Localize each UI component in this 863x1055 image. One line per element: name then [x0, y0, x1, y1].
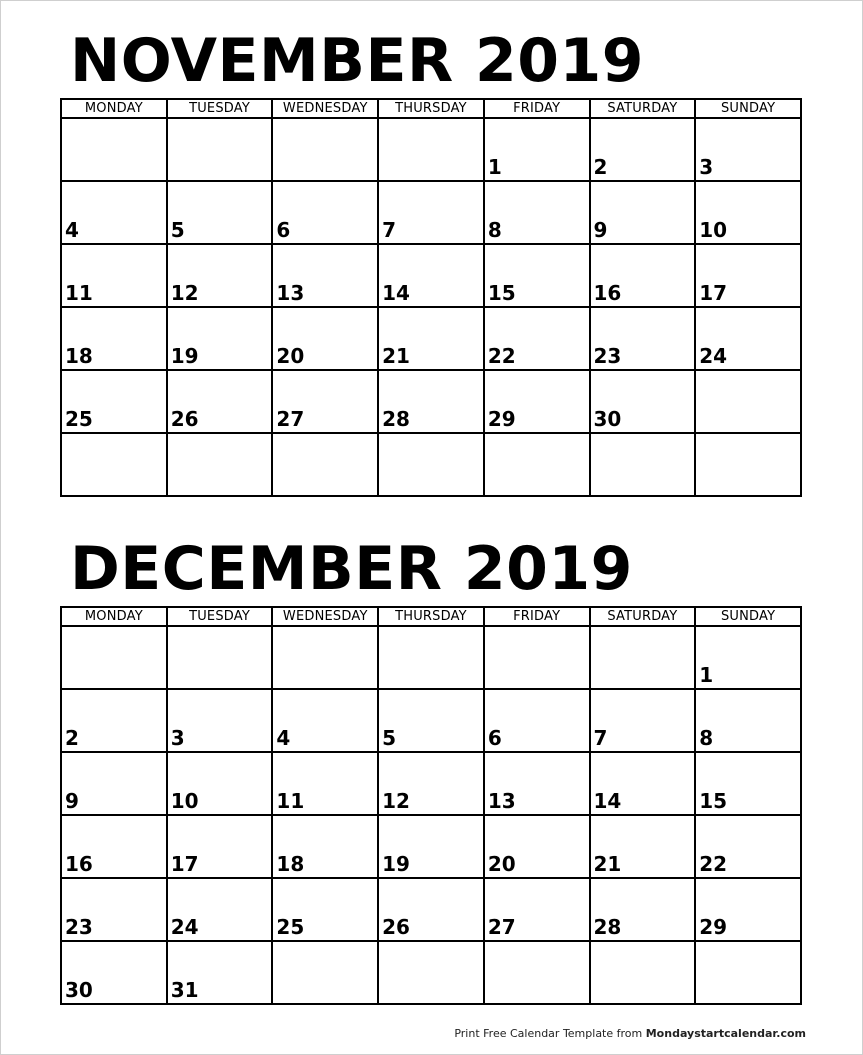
day-cell [378, 244, 484, 307]
day-number [62, 493, 166, 495]
weekday-label: THURSDAY [378, 99, 484, 118]
day-cell [484, 689, 590, 752]
week-row [61, 118, 801, 181]
day-cell [590, 752, 696, 815]
week-row [61, 433, 801, 496]
day-number: 4 [65, 218, 79, 242]
day-number [168, 493, 272, 495]
day-cell [484, 815, 590, 878]
weekday-label: SUNDAY [695, 99, 801, 118]
day-cell [695, 752, 801, 815]
day-number: 21 [593, 852, 622, 876]
day-number: 2 [65, 726, 79, 750]
day-cell [484, 752, 590, 815]
weekday-header-row [61, 99, 801, 118]
day-cell [695, 689, 801, 752]
weekday-label: SATURDAY [590, 607, 696, 626]
day-cell [590, 815, 696, 878]
day-number [591, 493, 695, 495]
footer-site-link[interactable]: Mondaystartcalendar.com [645, 1027, 806, 1040]
day-cell [590, 689, 696, 752]
day-number: 16 [593, 281, 622, 305]
day-cell [61, 307, 167, 370]
day-cell [61, 689, 167, 752]
day-cell [484, 370, 590, 433]
day-cell [484, 181, 590, 244]
day-cell [378, 118, 484, 181]
day-number [273, 686, 377, 688]
day-cell [272, 878, 378, 941]
day-cell [272, 815, 378, 878]
day-number: 28 [382, 407, 410, 431]
day-cell [272, 244, 378, 307]
day-number: 12 [382, 789, 410, 813]
day-number: 31 [170, 978, 199, 1002]
weekday-label: FRIDAY [484, 99, 590, 118]
day-cell [167, 118, 273, 181]
week-row [61, 370, 801, 433]
day-number [273, 178, 377, 180]
day-number: 29 [699, 915, 728, 939]
footer-credit [454, 1027, 806, 1040]
day-number [379, 493, 483, 495]
day-cell [61, 752, 167, 815]
day-number: 12 [170, 281, 199, 305]
week-row [61, 815, 801, 878]
weekday-label: THURSDAY [378, 607, 484, 626]
weekday-label: TUESDAY [167, 607, 273, 626]
day-cell [272, 433, 378, 496]
day-number: 26 [382, 915, 410, 939]
day-cell [167, 433, 273, 496]
day-number: 18 [276, 852, 305, 876]
weekday-label: MONDAY [61, 607, 167, 626]
day-cell [590, 370, 696, 433]
day-number: 3 [170, 726, 185, 750]
day-cell [484, 433, 590, 496]
day-number: 23 [593, 344, 622, 368]
day-cell [167, 244, 273, 307]
day-number: 17 [170, 852, 199, 876]
day-number: 10 [699, 218, 728, 242]
weekday-label: SATURDAY [590, 99, 696, 118]
day-number [696, 1001, 800, 1003]
day-cell [695, 118, 801, 181]
week-row [61, 626, 801, 689]
month-title: NOVEMBER 2019 [70, 26, 645, 96]
day-number [62, 686, 166, 688]
weekday-label: SUNDAY [695, 607, 801, 626]
day-cell [590, 244, 696, 307]
day-number: 6 [276, 218, 291, 242]
day-cell [167, 941, 273, 1004]
day-number: 18 [65, 344, 93, 368]
day-number [379, 178, 483, 180]
day-cell [695, 941, 801, 1004]
day-cell [167, 626, 273, 689]
day-cell [61, 433, 167, 496]
day-cell [167, 815, 273, 878]
day-number: 25 [65, 407, 93, 431]
day-cell [167, 307, 273, 370]
week-row [61, 307, 801, 370]
day-number: 22 [487, 344, 516, 368]
day-cell [61, 370, 167, 433]
day-number: 21 [382, 344, 410, 368]
day-number [379, 686, 483, 688]
day-number: 19 [170, 344, 199, 368]
day-number: 30 [65, 978, 93, 1002]
day-number: 29 [487, 407, 516, 431]
day-cell [272, 752, 378, 815]
day-cell [378, 370, 484, 433]
day-number [273, 1001, 377, 1003]
weekday-header-row [61, 607, 801, 626]
day-number: 3 [699, 155, 714, 179]
day-cell [378, 878, 484, 941]
day-number: 11 [65, 281, 93, 305]
day-number: 9 [65, 789, 79, 813]
day-number: 20 [276, 344, 305, 368]
day-number: 7 [593, 726, 608, 750]
day-number: 1 [699, 663, 714, 687]
day-number: 30 [593, 407, 622, 431]
day-cell [378, 815, 484, 878]
day-cell [590, 307, 696, 370]
day-number: 20 [487, 852, 516, 876]
day-cell [167, 752, 273, 815]
day-number: 23 [65, 915, 93, 939]
day-number: 17 [699, 281, 728, 305]
week-row [61, 941, 801, 1004]
day-cell [484, 626, 590, 689]
day-number: 10 [170, 789, 199, 813]
day-number [168, 178, 272, 180]
day-cell [61, 244, 167, 307]
day-cell [484, 878, 590, 941]
week-row [61, 181, 801, 244]
day-number: 14 [593, 789, 622, 813]
day-cell [61, 815, 167, 878]
week-row [61, 878, 801, 941]
day-cell [590, 433, 696, 496]
day-cell [378, 433, 484, 496]
day-cell [695, 181, 801, 244]
day-number: 16 [65, 852, 93, 876]
day-number: 28 [593, 915, 622, 939]
day-number [485, 493, 589, 495]
day-cell [590, 941, 696, 1004]
day-number: 9 [593, 218, 608, 242]
week-row [61, 244, 801, 307]
day-number: 1 [487, 155, 502, 179]
day-number: 6 [487, 726, 502, 750]
day-cell [272, 626, 378, 689]
footer-prefix: Print Free Calendar Template from [454, 1027, 646, 1040]
day-number: 26 [170, 407, 199, 431]
week-row [61, 752, 801, 815]
day-cell [272, 118, 378, 181]
day-cell [378, 307, 484, 370]
day-number: 4 [276, 726, 291, 750]
day-cell [378, 626, 484, 689]
day-cell [695, 244, 801, 307]
day-cell [272, 181, 378, 244]
day-cell [167, 181, 273, 244]
day-cell [272, 370, 378, 433]
day-number: 27 [487, 915, 516, 939]
weekday-label: MONDAY [61, 99, 167, 118]
day-cell [61, 118, 167, 181]
day-number: 27 [276, 407, 305, 431]
day-number [168, 686, 272, 688]
day-cell [484, 118, 590, 181]
day-cell [484, 244, 590, 307]
day-number: 22 [699, 852, 728, 876]
month-title: DECEMBER 2019 [70, 534, 633, 604]
day-cell [590, 181, 696, 244]
day-cell [167, 878, 273, 941]
day-number [379, 1001, 483, 1003]
weekday-label: WEDNESDAY [272, 99, 378, 118]
calendar-grid [60, 606, 802, 1005]
day-number [696, 430, 800, 432]
day-number: 5 [170, 218, 185, 242]
weekday-label: TUESDAY [167, 99, 273, 118]
day-number [591, 686, 695, 688]
day-number [591, 1001, 695, 1003]
day-cell [590, 626, 696, 689]
day-number: 15 [487, 281, 516, 305]
day-number: 15 [699, 789, 728, 813]
day-cell [484, 941, 590, 1004]
day-cell [61, 626, 167, 689]
day-number: 8 [699, 726, 714, 750]
day-number: 7 [382, 218, 397, 242]
day-number: 11 [276, 789, 305, 813]
day-cell [272, 941, 378, 1004]
day-number [485, 686, 589, 688]
week-row [61, 689, 801, 752]
day-number: 8 [487, 218, 502, 242]
day-number: 13 [487, 789, 516, 813]
day-number [696, 493, 800, 495]
day-cell [695, 878, 801, 941]
day-cell [695, 307, 801, 370]
day-cell [695, 433, 801, 496]
day-cell [167, 370, 273, 433]
weekday-label: WEDNESDAY [272, 607, 378, 626]
day-cell [167, 689, 273, 752]
day-number: 24 [699, 344, 728, 368]
day-number: 25 [276, 915, 305, 939]
day-cell [378, 941, 484, 1004]
day-cell [272, 689, 378, 752]
day-cell [61, 181, 167, 244]
day-cell [272, 307, 378, 370]
day-cell [378, 752, 484, 815]
day-cell [484, 307, 590, 370]
day-cell [695, 626, 801, 689]
day-cell [590, 118, 696, 181]
day-number [485, 1001, 589, 1003]
day-cell [61, 878, 167, 941]
day-number: 19 [382, 852, 410, 876]
day-cell [378, 689, 484, 752]
day-number: 13 [276, 281, 305, 305]
weekday-label: FRIDAY [484, 607, 590, 626]
day-cell [695, 815, 801, 878]
day-number: 24 [170, 915, 199, 939]
day-number: 2 [593, 155, 608, 179]
day-number [62, 178, 166, 180]
day-number: 5 [382, 726, 397, 750]
day-number: 14 [382, 281, 410, 305]
calendar-grid [60, 98, 802, 497]
day-cell [695, 370, 801, 433]
day-cell [590, 878, 696, 941]
day-cell [61, 941, 167, 1004]
day-number [273, 493, 377, 495]
day-cell [378, 181, 484, 244]
